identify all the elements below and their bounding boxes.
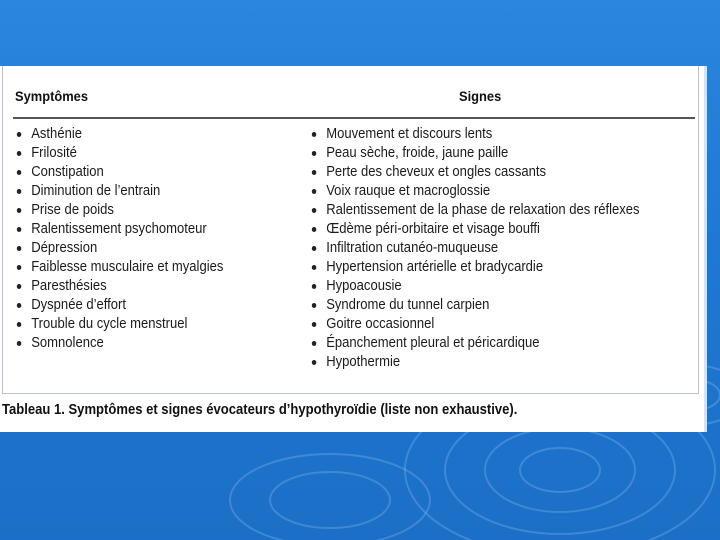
list-item: Somnolence bbox=[15, 334, 223, 353]
bullet-icon bbox=[17, 189, 22, 194]
bullet-icon bbox=[312, 246, 317, 251]
bullet-icon bbox=[312, 132, 317, 137]
header-symptoms: Symptômes bbox=[15, 88, 89, 104]
list-item: Hypoacousie bbox=[310, 277, 640, 296]
list-item: Épanchement pleural et péricardique bbox=[310, 334, 640, 353]
bullet-icon bbox=[312, 151, 317, 156]
bullet-icon bbox=[17, 170, 22, 175]
bullet-icon bbox=[312, 189, 317, 194]
list-item: Frilosité bbox=[15, 144, 223, 163]
bullet-icon bbox=[312, 341, 317, 346]
bullet-icon bbox=[17, 284, 22, 289]
list-item: Dépression bbox=[15, 239, 223, 258]
list-item: Infiltration cutanéo-muqueuse bbox=[310, 239, 640, 258]
symptoms-signs-table bbox=[2, 66, 699, 394]
list-item: Œdème péri-orbitaire et visage bouffi bbox=[310, 220, 640, 239]
bullet-icon bbox=[17, 227, 22, 232]
list-item: Diminution de l’entrain bbox=[15, 182, 223, 201]
bullet-icon bbox=[17, 246, 22, 251]
bullet-icon bbox=[17, 132, 22, 137]
list-item: Ralentissement de la phase de relaxation des réflexes bbox=[310, 201, 640, 220]
list-item: Voix rauque et macroglossie bbox=[310, 182, 640, 201]
symptoms-list bbox=[15, 125, 247, 353]
list-item: Dyspnée d’effort bbox=[15, 296, 223, 315]
bullet-icon bbox=[17, 151, 22, 156]
list-item: Syndrome du tunnel carpien bbox=[310, 296, 640, 315]
bullet-icon bbox=[17, 322, 22, 327]
bullet-icon bbox=[17, 208, 22, 213]
list-item: Trouble du cycle menstruel bbox=[15, 315, 223, 334]
list-item: Perte des cheveux et ongles cassants bbox=[310, 163, 640, 182]
bullet-icon bbox=[312, 284, 317, 289]
list-item: Ralentissement psychomoteur bbox=[15, 220, 223, 239]
list-item: Hypothermie bbox=[310, 353, 640, 372]
bullet-icon bbox=[312, 227, 317, 232]
list-item: Hypertension artérielle et bradycardie bbox=[310, 258, 640, 277]
bullet-icon bbox=[312, 322, 317, 327]
bullet-icon bbox=[17, 341, 22, 346]
list-item: Paresthésies bbox=[15, 277, 223, 296]
list-item: Peau sèche, froide, jaune paille bbox=[310, 144, 640, 163]
list-item: Mouvement et discours lents bbox=[310, 125, 640, 144]
header-signs: Signes bbox=[459, 88, 502, 104]
list-item: Faiblesse musculaire et myalgies bbox=[15, 258, 223, 277]
table-caption: Tableau 1. Symptômes et signes évocateurs d’hypothyroïdie (liste non exhaustive). bbox=[2, 402, 518, 418]
bullet-icon bbox=[17, 303, 22, 308]
bullet-icon bbox=[312, 360, 317, 365]
bullet-icon bbox=[312, 303, 317, 308]
bullet-icon bbox=[17, 265, 22, 270]
bullet-icon bbox=[312, 265, 317, 270]
bullet-icon bbox=[312, 170, 317, 175]
table-figure bbox=[0, 66, 707, 432]
bullet-icon bbox=[312, 208, 317, 213]
header-rule bbox=[13, 117, 695, 119]
list-item: Prise de poids bbox=[15, 201, 223, 220]
list-item: Constipation bbox=[15, 163, 223, 182]
signs-list bbox=[310, 125, 676, 372]
list-item: Asthénie bbox=[15, 125, 223, 144]
list-item: Goitre occasionnel bbox=[310, 315, 640, 334]
